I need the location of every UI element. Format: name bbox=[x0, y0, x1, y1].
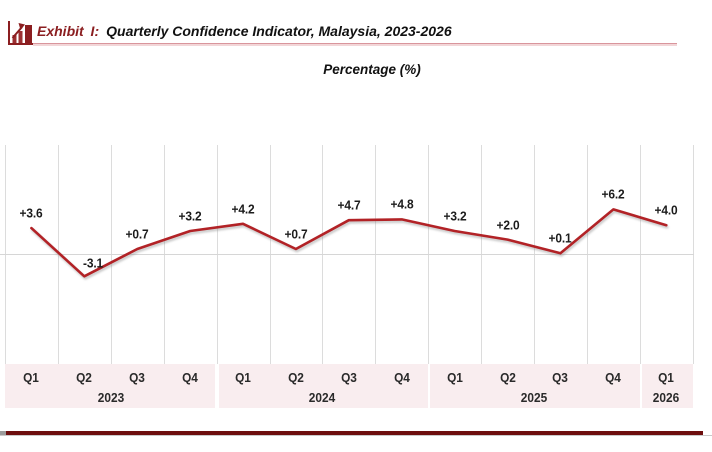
quarter-label: Q1 bbox=[23, 371, 40, 385]
quarter-label: Q2 bbox=[499, 371, 516, 385]
point-label: +4.7 bbox=[337, 197, 361, 213]
point-label: +0.7 bbox=[284, 226, 308, 242]
year-label: 2024 bbox=[309, 391, 336, 405]
point-label: +4.8 bbox=[390, 196, 414, 212]
page-title bbox=[37, 23, 452, 39]
point-label: +0.7 bbox=[125, 226, 149, 242]
footer-rule-shadow bbox=[0, 435, 712, 436]
point-label: +3.2 bbox=[443, 208, 467, 224]
quarter-label: Q3 bbox=[340, 371, 357, 385]
point-label: +3.2 bbox=[178, 208, 202, 224]
quarter-label: Q3 bbox=[129, 371, 146, 385]
exhibit-label: Exhibit I: bbox=[37, 23, 100, 39]
quarter-label: Q1 bbox=[658, 371, 675, 385]
quarter-label: Q1 bbox=[446, 371, 463, 385]
axis-title: Percentage (%) bbox=[323, 62, 421, 77]
quarter-label: Q3 bbox=[552, 371, 569, 385]
quarter-label: Q2 bbox=[76, 371, 93, 385]
quarter-label: Q4 bbox=[605, 371, 622, 385]
point-label: +3.6 bbox=[19, 205, 43, 221]
quarter-label: Q4 bbox=[182, 371, 199, 385]
point-label: +6.2 bbox=[601, 186, 625, 202]
year-label: 2025 bbox=[520, 391, 548, 405]
point-label: +0.1 bbox=[548, 230, 572, 246]
year-label: 2026 bbox=[653, 391, 680, 405]
chart-title: Quarterly Confidence Indicator, Malaysia, 2023-2026 bbox=[106, 23, 452, 39]
zero-baseline bbox=[0, 254, 694, 255]
quarter-label: Q1 bbox=[235, 371, 251, 385]
bar-chart-up-arrow-icon bbox=[8, 21, 34, 45]
quarter-label: Q4 bbox=[393, 371, 410, 385]
quarter-label: Q2 bbox=[288, 371, 304, 385]
point-label: +2.0 bbox=[496, 217, 519, 233]
year-label: 2023 bbox=[97, 391, 125, 405]
point-label: +4.2 bbox=[231, 201, 255, 217]
point-label: +4.0 bbox=[654, 202, 678, 218]
point-label: -3.1 bbox=[83, 255, 104, 271]
header-divider bbox=[33, 43, 677, 46]
